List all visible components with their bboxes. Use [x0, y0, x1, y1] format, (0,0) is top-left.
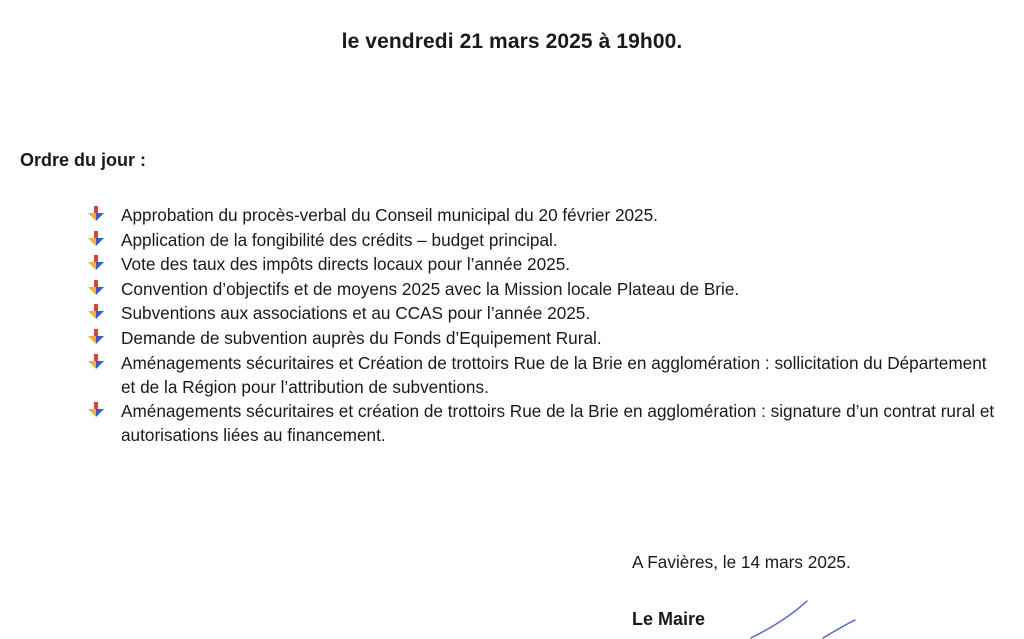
agenda-item-text: Vote des taux des impôts directs locaux pour l’année 2025. — [121, 254, 571, 275]
agenda-item — [85, 277, 1005, 301]
agenda-item — [85, 326, 1005, 350]
arrow-down-bullet-icon — [87, 329, 105, 345]
agenda-item — [85, 301, 1005, 325]
agenda-title: Ordre du jour : — [20, 150, 146, 170]
arrow-down-bullet-icon — [87, 354, 105, 370]
agenda-item — [85, 252, 1005, 276]
agenda-item — [85, 351, 1005, 399]
place-date: A Favières, le 14 mars 2025. — [632, 552, 851, 572]
date-heading: le vendredi 21 mars 2025 à 19h00. — [341, 30, 683, 53]
agenda-item-text: Approbation du procès-verbal du Conseil municipal du 20 février 2025. — [121, 205, 658, 225]
arrow-down-bullet-icon — [87, 304, 105, 320]
agenda-item-text: Convention d’objectifs et de moyens 2025 avec la Mission locale Plateau de Brie. — [121, 278, 740, 299]
agenda-item-text: Aménagements sécuritaires et Création de trottoirs Rue de la Brie en agglomération : sollicitation du Département et de la Région pour l’attribution de subventions. — [121, 352, 987, 397]
arrow-down-bullet-icon — [87, 255, 105, 271]
signer-title: Le Maire — [632, 609, 706, 629]
signature-stroke — [745, 598, 865, 639]
arrow-down-bullet-icon — [87, 280, 105, 296]
agenda-item — [85, 203, 1005, 227]
agenda-item-text: Aménagements sécuritaires et création de trottoirs Rue de la Brie en agglomération : signature d’un contrat rural et autorisations liées au financement. — [121, 401, 995, 446]
agenda-list — [85, 203, 1005, 448]
agenda-item-text: Demande de subvention auprès du Fonds d’Equipement Rural. — [121, 327, 602, 348]
agenda-item — [85, 228, 1005, 252]
arrow-down-bullet-icon — [87, 402, 105, 418]
agenda-item-text: Application de la fongibilité des crédits – budget principal. — [121, 229, 558, 250]
agenda-item — [85, 399, 1005, 447]
arrow-down-bullet-icon — [87, 206, 105, 222]
arrow-down-bullet-icon — [87, 231, 105, 247]
agenda-item-text: Subventions aux associations et au CCAS pour l’année 2025. — [121, 303, 591, 324]
